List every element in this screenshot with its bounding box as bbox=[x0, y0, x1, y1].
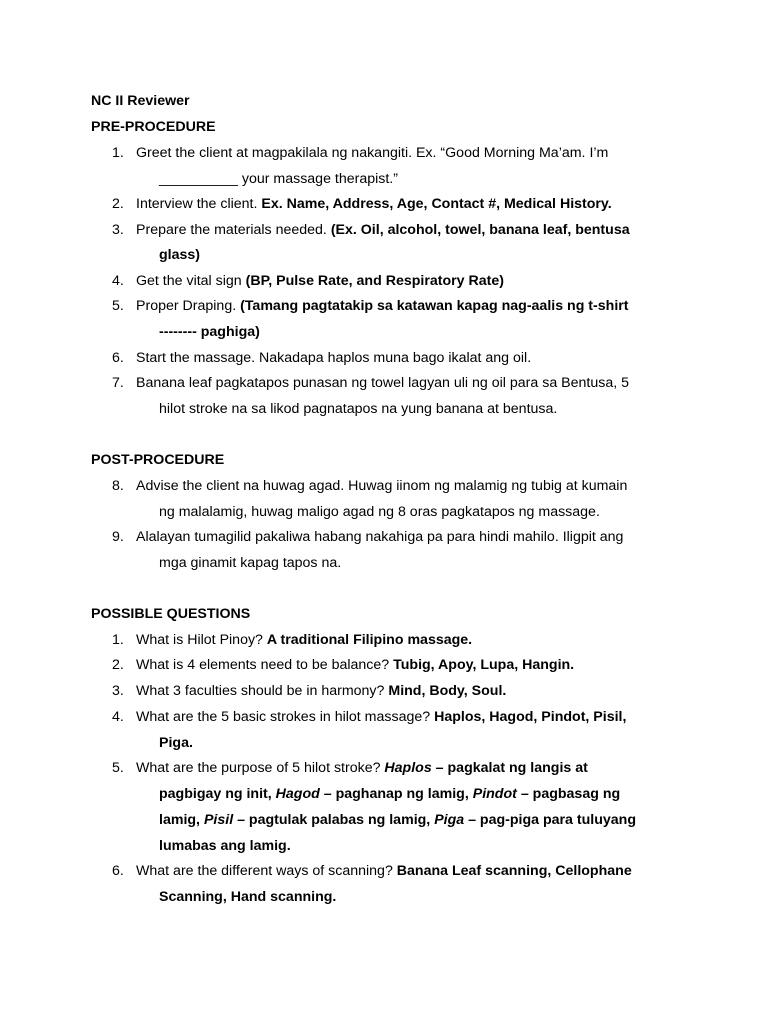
answer: Tubig, Apoy, Lupa, Hangin. bbox=[393, 657, 575, 673]
item-bold: Ex. Name, Address, Age, Contact #, Medical History. bbox=[261, 196, 612, 212]
item-number: 1. bbox=[112, 145, 124, 161]
item-plain: Interview the client. bbox=[136, 196, 262, 212]
item-text: Alalayan tumagilid pakaliwa habang nakahiga pa para hindi mahilo. Iligpit ang bbox=[136, 529, 624, 545]
item-number: 1. bbox=[112, 632, 124, 648]
question-text bbox=[136, 759, 588, 777]
question: What are the purpose of 5 hilot stroke? bbox=[136, 760, 385, 776]
item-bold: (BP, Pulse Rate, and Respiratory Rate) bbox=[245, 273, 504, 289]
question-text bbox=[136, 631, 472, 649]
item-number: 3. bbox=[112, 222, 124, 238]
stroke-desc: lamig, bbox=[159, 812, 204, 828]
stroke-desc: – pagkalat ng langis at bbox=[431, 760, 588, 776]
item-text-cont: -------- paghiga) bbox=[159, 324, 260, 340]
item-text-cont: glass) bbox=[159, 247, 201, 263]
answer-cont: lumabas ang lamig. bbox=[159, 838, 291, 854]
item-number: 7. bbox=[112, 375, 124, 391]
item-text-cont: ng malalamig, huwag maligo agad ng 8 oras pagkatapos ng massage. bbox=[159, 504, 600, 520]
item-number: 6. bbox=[112, 350, 124, 366]
item-number: 5. bbox=[112, 298, 124, 314]
question: What are the 5 basic strokes in hilot massage? bbox=[136, 709, 435, 725]
item-text bbox=[136, 297, 629, 315]
question-text bbox=[136, 682, 506, 700]
item-bold: (Tamang pagtatakip sa katawan kapag nag-aalis ng t-shirt bbox=[240, 298, 629, 314]
item-plain: Get the vital sign bbox=[136, 273, 246, 289]
item-text-cont: hilot stroke na sa likod pagnatapos na yung banana at bentusa. bbox=[159, 401, 558, 417]
item-plain: Prepare the materials needed. bbox=[136, 222, 331, 238]
stroke-desc: – pagtulak palabas ng lamig, bbox=[233, 812, 435, 828]
answer-cont bbox=[159, 811, 636, 829]
item-text: Banana leaf pagkatapos punasan ng towel lagyan uli ng oil para sa Bentusa, 5 bbox=[136, 375, 629, 391]
item-number: 2. bbox=[112, 196, 124, 212]
item-text-cont: mga ginamit kapag tapos na. bbox=[159, 555, 342, 571]
answer: Banana Leaf scanning, Cellophane bbox=[396, 863, 632, 879]
item-text bbox=[136, 221, 630, 239]
item-number: 9. bbox=[112, 529, 124, 545]
item-number: 4. bbox=[112, 709, 124, 725]
answer-cont: Piga. bbox=[159, 735, 193, 751]
question: What is 4 elements need to be balance? bbox=[136, 657, 394, 673]
answer: Mind, Body, Soul. bbox=[388, 683, 507, 699]
answer: A traditional Filipino massage. bbox=[266, 632, 473, 648]
question-text bbox=[136, 656, 574, 674]
stroke-desc: pagbigay ng init, bbox=[159, 786, 276, 802]
item-text: Advise the client na huwag agad. Huwag iinom ng malamig ng tubig at kumain bbox=[136, 478, 628, 494]
possible-questions-heading: POSSIBLE QUESTIONS bbox=[91, 606, 251, 622]
item-number: 2. bbox=[112, 657, 124, 673]
stroke-name: Hagod bbox=[275, 786, 320, 802]
item-text: Greet the client at magpakilala ng nakangiti. Ex. “Good Morning Ma’am. I’m bbox=[136, 145, 609, 161]
item-number: 8. bbox=[112, 478, 124, 494]
answer: Haplos, Hagod, Pindot, Pisil, bbox=[434, 709, 627, 725]
stroke-name: Haplos bbox=[384, 760, 432, 776]
item-number: 5. bbox=[112, 760, 124, 776]
question-text bbox=[136, 862, 632, 880]
stroke-name: Pisil bbox=[203, 812, 234, 828]
item-text: Start the massage. Nakadapa haplos muna bago ikalat ang oil. bbox=[136, 350, 532, 366]
question-text bbox=[136, 708, 626, 726]
answer-cont bbox=[159, 785, 620, 803]
document-title: NC II Reviewer bbox=[91, 93, 190, 109]
item-text bbox=[136, 195, 612, 213]
stroke-desc: – pag-piga para tuluyang bbox=[464, 812, 637, 828]
stroke-desc: – paghanap ng lamig, bbox=[319, 786, 473, 802]
item-number: 4. bbox=[112, 273, 124, 289]
stroke-name: Pindot bbox=[472, 786, 517, 802]
item-plain: Proper Draping. bbox=[136, 298, 241, 314]
question: What 3 faculties should be in harmony? bbox=[136, 683, 389, 699]
item-number: 3. bbox=[112, 683, 124, 699]
pre-procedure-heading: PRE-PROCEDURE bbox=[91, 119, 216, 135]
item-text-cont: __________ your massage therapist.” bbox=[159, 171, 398, 187]
answer-cont: Scanning, Hand scanning. bbox=[159, 889, 337, 905]
item-bold: (Ex. Oil, alcohol, towel, banana leaf, bentusa bbox=[330, 222, 630, 238]
stroke-name: Piga bbox=[434, 812, 465, 828]
stroke-desc: – pagbasag ng bbox=[516, 786, 621, 802]
item-text bbox=[136, 272, 504, 290]
question: What are the different ways of scanning? bbox=[136, 863, 397, 879]
item-number: 6. bbox=[112, 863, 124, 879]
post-procedure-heading: POST-PROCEDURE bbox=[91, 452, 225, 468]
question: What is Hilot Pinoy? bbox=[136, 632, 267, 648]
